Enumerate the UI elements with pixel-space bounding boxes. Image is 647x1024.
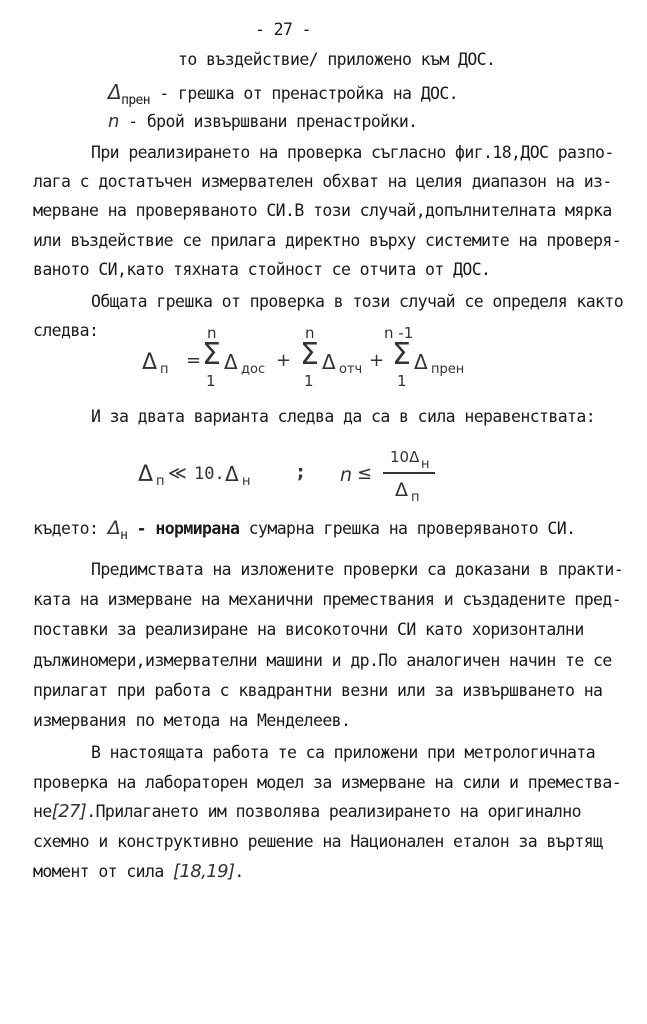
definition-text: - брой извършвани пренастройки. xyxy=(128,112,418,131)
paragraph-line: прилагат при работа с квадрантни везни или за извършването на xyxy=(33,681,603,700)
definition-text: сумарна грешка на проверяваното СИ. xyxy=(248,519,576,538)
delta-symbol: Δ xyxy=(414,350,428,374)
plus-sign: + xyxy=(276,350,292,371)
delta-symbol: Δ xyxy=(322,350,336,374)
delta-symbol: Δ xyxy=(225,462,239,486)
sum-sign: Σ xyxy=(300,337,319,372)
paragraph-line: схемно и конструктивно решение на Национален еталон за въртящ xyxy=(33,832,603,851)
delta-symbol: Δ xyxy=(108,80,122,104)
sum-upper-limit: n xyxy=(207,324,217,342)
sum-lower-limit: 1 xyxy=(304,372,314,390)
subscript: прен xyxy=(431,362,465,377)
n-symbol: n xyxy=(340,464,353,486)
sum-upper-limit: n xyxy=(305,324,315,342)
text-fragment: не xyxy=(33,802,52,821)
paragraph-line xyxy=(33,802,581,822)
subscript: п xyxy=(411,490,420,505)
dash: - xyxy=(136,519,147,538)
much-less-sign: ≪ xyxy=(168,463,187,484)
paragraph-line: или въздействие се прилага директно върху системите на проверя- xyxy=(33,231,622,250)
citation: [18,19] xyxy=(173,861,235,882)
subscript: н xyxy=(120,528,128,543)
subscript: н xyxy=(242,474,251,489)
less-equal-sign: ≤ xyxy=(357,463,373,484)
citation: [27] xyxy=(51,801,87,822)
paragraph-line: Предимствата на изложените проверки са доказани в практи- xyxy=(91,560,624,579)
text-fragment: . xyxy=(234,862,244,881)
text-fragment: момент от сила xyxy=(33,862,164,881)
sum-lower-limit: 1 xyxy=(206,372,216,390)
paragraph-line: следва: xyxy=(33,321,99,340)
page-number: - 27 - xyxy=(255,20,312,39)
paragraph-line: ката на измерване на механични премествания и създадените пред- xyxy=(33,590,622,609)
paragraph-line: дължиномери,измервателни машини и др.По аналогичен начин те се xyxy=(33,651,612,670)
subscript: н xyxy=(421,457,430,472)
definition-line xyxy=(108,112,418,132)
subscript: п xyxy=(160,362,169,377)
n-symbol: n xyxy=(108,111,119,132)
coefficient: 10. xyxy=(194,464,225,484)
definition-line xyxy=(33,518,575,541)
paragraph-line: И за двата варианта следва да са в сила неравенствата: xyxy=(91,407,596,426)
paragraph-line: лага с достатъчен измервателен обхват на целия диапазон на из- xyxy=(33,172,612,191)
subscript: прен xyxy=(121,93,151,108)
equals-sign: = xyxy=(186,350,202,371)
where-prefix: където: xyxy=(33,519,99,538)
sum-sign: Σ xyxy=(202,337,221,372)
delta-symbol: Δ xyxy=(107,517,121,539)
delta-symbol: Δ xyxy=(224,350,238,374)
delta-symbol: Δ xyxy=(142,350,158,375)
fraction-denominator: Δ xyxy=(395,479,408,501)
paragraph-line: В настоящата работа те са приложени при метрологичната xyxy=(91,743,596,762)
sum-lower-limit: 1 xyxy=(397,372,407,390)
delta-symbol: Δ xyxy=(138,462,154,487)
plus-sign: + xyxy=(369,350,385,371)
subscript: отч xyxy=(339,362,363,377)
paragraph-line: При реализирането на проверка съгласно фиг.18,ДОС разпо- xyxy=(91,143,614,162)
paragraph-line: проверка на лабораторен модел за измерване на сили и премества- xyxy=(33,773,622,792)
paragraph-line: поставки за реализиране на високоточни СИ като хоризонтални xyxy=(33,620,584,639)
sum-sign: Σ xyxy=(392,337,411,372)
definition-line xyxy=(108,82,458,106)
fraction-bar xyxy=(383,472,435,474)
paragraph-line: мерване на проверяваното СИ.В този случай,допълнителната мярка xyxy=(33,201,612,220)
definition-text: - грешка от пренастройка на ДОС. xyxy=(159,84,459,103)
subscript: дос xyxy=(241,362,266,377)
emphasized-term: нормирана xyxy=(155,519,240,538)
paragraph-line: измервания по метода на Менделеев. xyxy=(33,711,351,730)
sum-upper-limit: n -1 xyxy=(384,324,414,342)
subscript: п xyxy=(156,474,165,489)
text-line: то въздействие/ приложено към ДОС. xyxy=(178,50,496,69)
text-fragment: .Прилагането им позволява реализирането на оригинално xyxy=(86,802,581,821)
paragraph-line: ваното СИ,като тяхната стойност се отчита от ДОС. xyxy=(33,260,491,279)
fraction-numerator: 10Δ xyxy=(390,448,420,466)
separator: ; xyxy=(297,462,305,483)
paragraph-line xyxy=(33,862,244,882)
paragraph-line: Общата грешка от проверка в този случай се определя както xyxy=(91,292,624,311)
